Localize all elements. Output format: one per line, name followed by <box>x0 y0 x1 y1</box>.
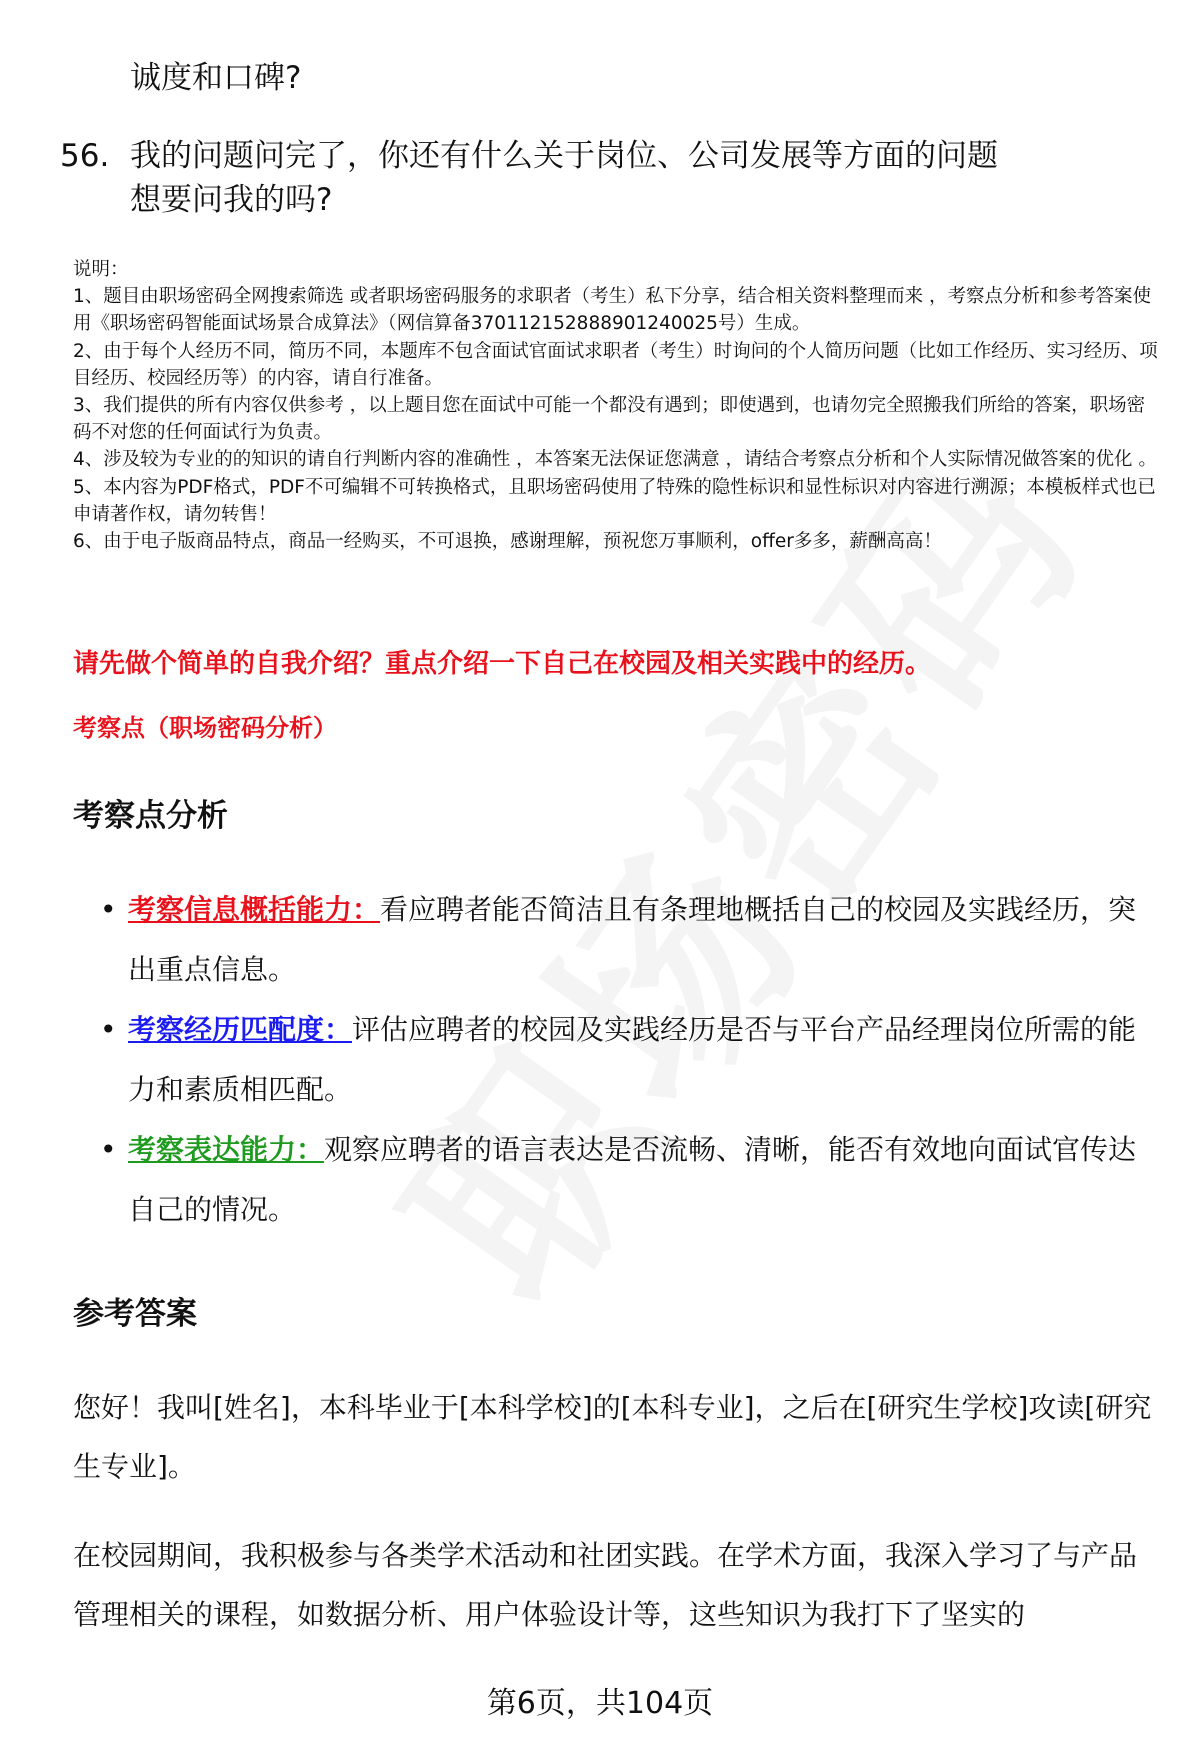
note-item: 3、我们提供的所有内容仅供参考 ，以上题目您在面试中可能一个都没有遇到；即使遇到，也请勿完全照搬我们所给的答案，职场密码不对您的任何面试行为负责。 <box>73 395 1146 444</box>
analysis-list <box>100 880 1160 1240</box>
main-question: 请先做个简单的自我介绍？重点介绍一下自己在校园及相关实践中的经历。 <box>73 649 932 679</box>
answer-heading: 参考答案 <box>73 1296 197 1332</box>
bullet-label: 考察表达能力： <box>128 1133 325 1166</box>
bullet-text: 看应聘者能否简洁且有条理地概括自己的校园及实践经历，突出重点信息。 <box>128 893 1137 986</box>
bullet-icon: • <box>100 1013 117 1046</box>
note-title: 说明： <box>73 259 129 280</box>
note-item: 6、由于电子版商品特点，商品一经购买，不可退换，感谢理解，预祝您万事顺利，offer多多，薪酬高高！ <box>73 531 942 553</box>
list-item <box>100 1000 1160 1120</box>
bullet-text: 观察应聘者的语言表达是否流畅、清晰，能否有效地向面试官传达自己的情况。 <box>128 1133 1137 1226</box>
bullet-label: 考察信息概括能力： <box>128 893 381 926</box>
analysis-heading: 考察点分析 <box>73 798 228 834</box>
question-text <box>130 134 1190 222</box>
question-number: 56. <box>60 138 110 174</box>
question-line-2: 想要问我的吗? <box>130 182 333 218</box>
bullet-icon: • <box>100 1133 117 1166</box>
page-number: 第6页，共104页 <box>486 1686 714 1721</box>
list-item <box>100 1120 1160 1240</box>
prev-question-tail: 诚度和口碑? <box>130 60 302 96</box>
answer-paragraph: 您好！我叫[姓名]，本科毕业于[本科学校]的[本科专业]，之后在[研究生学校]攻读[研究生专业]。 <box>73 1391 1152 1483</box>
note-item: 1、题目由职场密码全网搜索筛选 或者职场密码服务的求职者（考生）私下分享，结合相关资料整理而来 ，考察点分析和参考答案使用《职场密码智能面试场景合成算法》（网信算备370112152888901240025号）生成。 <box>73 286 1152 335</box>
question-line-1: 我的问题问完了，你还有什么关于岗位、公司发展等方面的问题 <box>130 138 998 174</box>
bullet-label: 考察经历匹配度： <box>128 1013 353 1046</box>
bullet-icon: • <box>100 893 117 926</box>
answer-paragraph: 在校园期间，我积极参与各类学术活动和社团实践。在学术方面，我深入学习了与产品管理相关的课程，如数据分析、用户体验设计等，这些知识为我打下了坚实的 <box>73 1539 1138 1631</box>
analysis-label: 考察点（职场密码分析） <box>73 714 337 742</box>
notes <box>73 256 1158 555</box>
note-item: 5、本内容为PDF格式，PDF不可编辑不可转换格式，且职场密码使用了特殊的隐性标识和显性标识对内容进行溯源；本模板样式也已申请著作权，请勿转售！ <box>73 476 1156 525</box>
note-item: 2、由于每个人经历不同，简历不同，本题库不包含面试官面试求职者（考生）时询问的个人简历问题（比如工作经历、实习经历、项目经历、校园经历等）的内容，请自行准备。 <box>73 340 1158 389</box>
bullet-text: 评估应聘者的校园及实践经历是否与平台产品经理岗位所需的能力和素质相匹配。 <box>128 1013 1137 1106</box>
note-item: 4、涉及较为专业的的知识的请自行判断内容的准确性 ，本答案无法保证您满意 ，请结合考察点分析和个人实际情况做答案的优化 。 <box>73 449 1157 471</box>
list-item <box>100 880 1160 1000</box>
